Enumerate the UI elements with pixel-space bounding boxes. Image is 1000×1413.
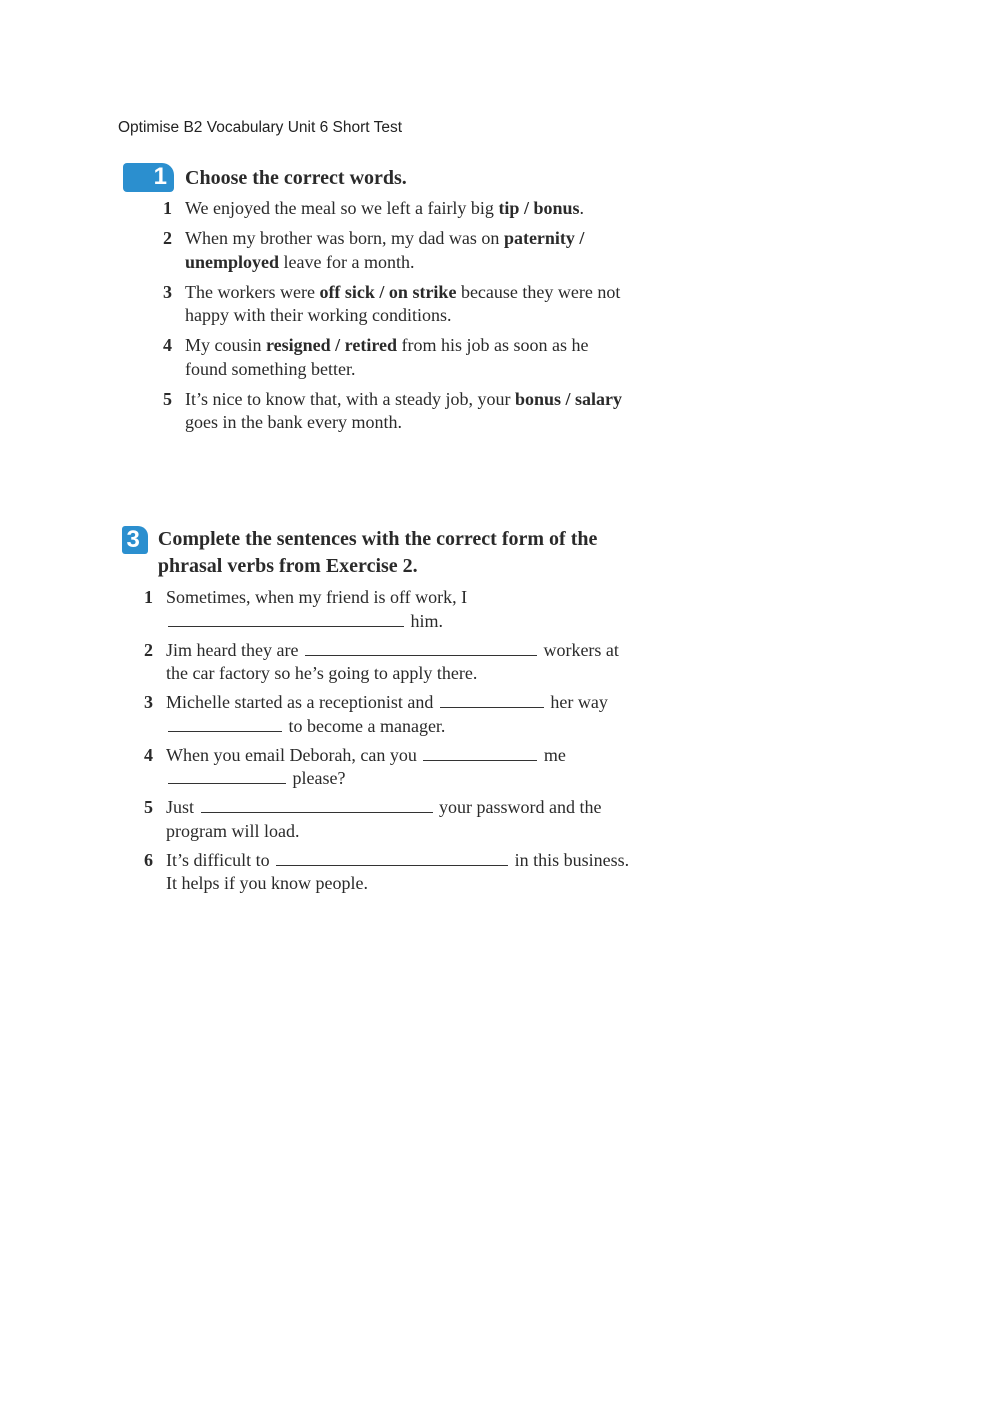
item-number: 3 xyxy=(144,692,153,712)
exercise-3-instruction: Complete the sentences with the correct form of the phrasal verbs from Exercise 2. xyxy=(157,528,598,577)
item-number: 5 xyxy=(144,797,153,817)
item-number: 6 xyxy=(144,849,153,870)
exercise-1-instruction: Choose the correct words. xyxy=(185,167,407,189)
item-number: 5 xyxy=(163,388,172,409)
item-text: Jim heard they are workers at the car factory so he’s going to apply there. xyxy=(166,639,619,683)
item-text: My cousin resigned / retired from his job as soon as he found something better. xyxy=(185,335,589,379)
answer-blank[interactable] xyxy=(168,716,282,732)
exercise-item xyxy=(154,334,634,381)
item-number: 2 xyxy=(144,639,153,660)
item-number: 1 xyxy=(163,198,172,218)
exercise-1-header xyxy=(123,163,407,192)
exercise-item xyxy=(136,849,636,896)
exercise-item xyxy=(136,639,636,686)
exercise-number-badge: 3 xyxy=(122,526,148,554)
exercise-3-items xyxy=(136,586,636,901)
exercise-item xyxy=(136,586,636,633)
exercise-item xyxy=(154,197,634,221)
item-number: 2 xyxy=(163,228,172,248)
exercise-item xyxy=(154,227,634,274)
word-choice[interactable]: resigned / retired xyxy=(266,335,397,355)
answer-blank[interactable] xyxy=(440,692,544,708)
exercise-item xyxy=(136,744,636,791)
document-title: Optimise B2 Vocabulary Unit 6 Short Test xyxy=(118,119,403,136)
exercise-3-header xyxy=(122,526,642,580)
item-text: Just your password and the program will load. xyxy=(166,797,602,841)
item-text: We enjoyed the meal so we left a fairly big tip / bonus. xyxy=(185,198,584,218)
answer-blank[interactable] xyxy=(168,611,404,627)
answer-blank[interactable] xyxy=(201,797,433,813)
answer-blank[interactable] xyxy=(276,850,508,866)
item-number: 1 xyxy=(144,587,153,607)
word-choice[interactable]: tip / bonus xyxy=(498,198,580,218)
item-text: Sometimes, when my friend is off work, I him. xyxy=(166,587,468,631)
item-text: The workers were off sick / on strike because they were not happy with their working conditions. xyxy=(185,281,621,325)
exercise-number-badge: 1 xyxy=(123,163,174,192)
item-text: Michelle started as a receptionist and her way to become a manager. xyxy=(166,692,608,736)
answer-blank[interactable] xyxy=(305,640,537,656)
item-text: It’s difficult to in this business. It helps if you know people. xyxy=(166,849,630,893)
item-text: When you email Deborah, can you me please? xyxy=(166,744,566,788)
word-choice[interactable]: bonus / salary xyxy=(514,388,622,409)
item-text: When my brother was born, my dad was on paternity / unemployed leave for a month. xyxy=(185,228,585,272)
exercise-1-items xyxy=(154,197,634,441)
item-number: 4 xyxy=(163,335,172,355)
exercise-item xyxy=(154,281,634,328)
word-choice[interactable]: off sick / on strike xyxy=(319,281,457,302)
exercise-item xyxy=(136,796,636,843)
item-text: It’s nice to know that, with a steady job, your bonus / salary goes in the bank every month. xyxy=(185,388,622,432)
item-number: 3 xyxy=(163,281,172,302)
item-number: 4 xyxy=(144,744,153,765)
word-choice[interactable]: paternity / unemployed xyxy=(185,228,585,272)
answer-blank[interactable] xyxy=(168,768,286,784)
answer-blank[interactable] xyxy=(423,745,537,761)
exercise-item xyxy=(136,691,636,738)
exercise-item xyxy=(154,388,634,435)
